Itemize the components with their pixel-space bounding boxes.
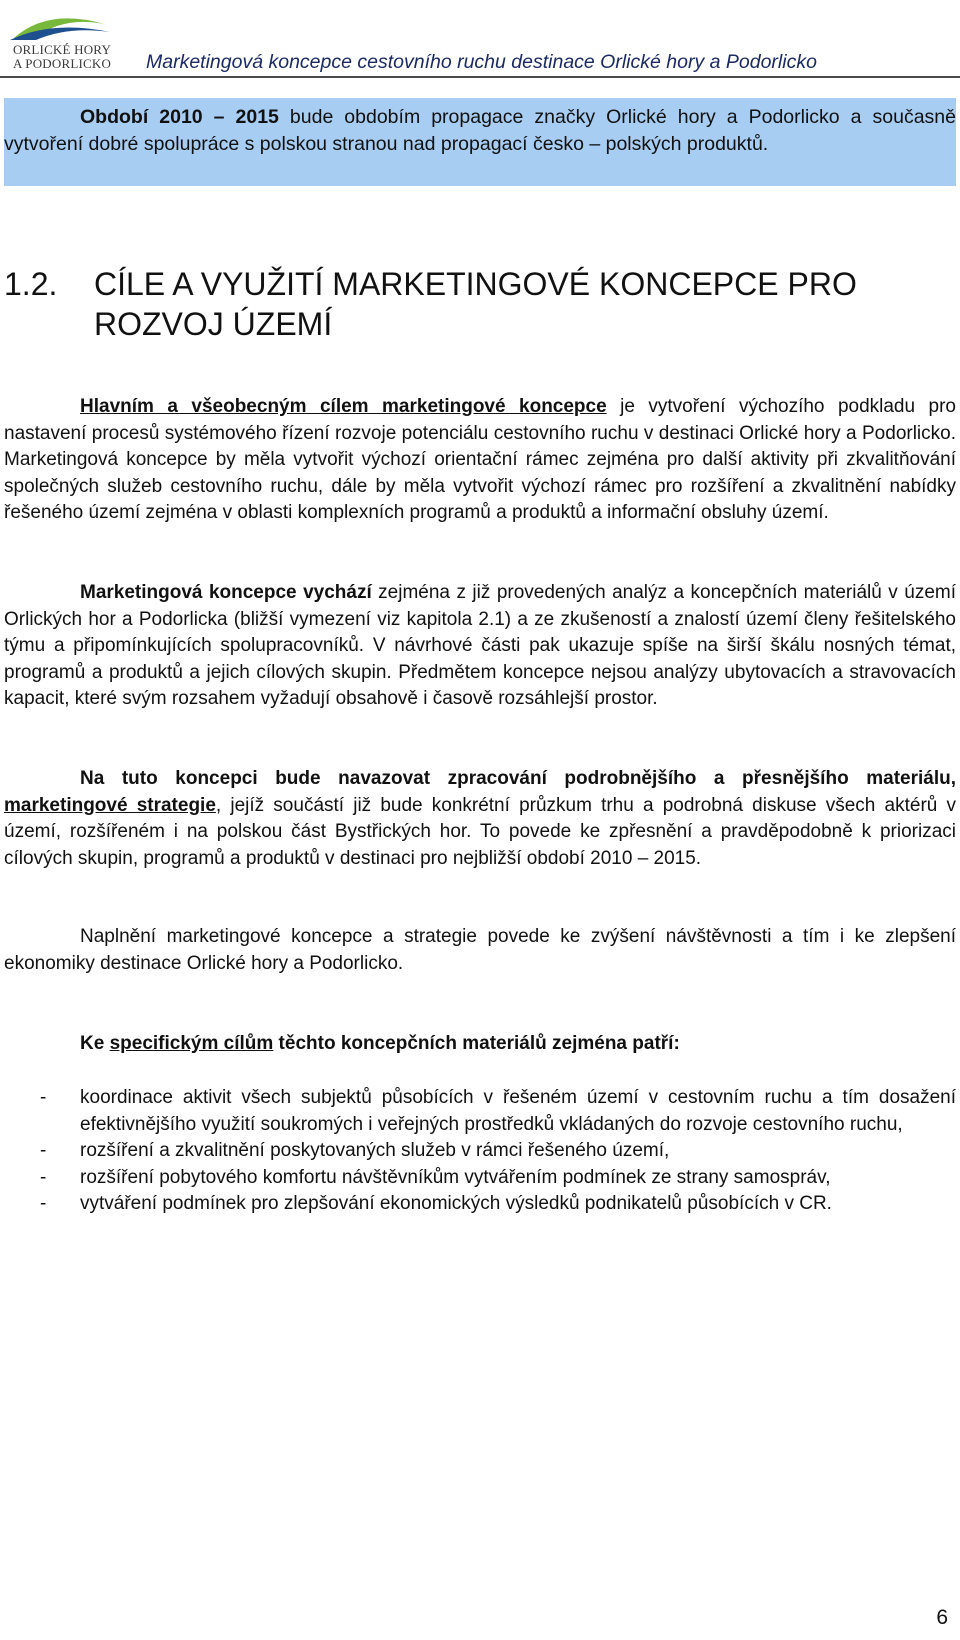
specific-goals-underlined: specifickým cílům (109, 1033, 274, 1054)
specific-goals-heading (4, 1031, 956, 1058)
specific-goals-post: těchto koncepčních materiálů zejména patří: (273, 1033, 680, 1054)
paragraph-strategy (4, 766, 956, 872)
list-item-text: koordinace aktivit všech subjektů působících v řešeném území v cestovním ruchu a tím dosažení efektivnějšího využití soukromých i veřejných prostředků vkládaných do rozvoje cestovního ruchu, (80, 1087, 956, 1135)
list-item-text: rozšíření a zkvalitnění poskytovaných služeb v rámci řešeného území, (80, 1140, 670, 1161)
intro-paragraph (4, 104, 956, 157)
logo-text-line2: A PODORLICKO (12, 56, 112, 71)
list-item (4, 1165, 956, 1192)
intro-bold-lead: Období 2010 – 2015 (80, 106, 279, 128)
list-dash: - (40, 1087, 47, 1108)
section-number: 1.2. (4, 266, 58, 302)
list-item (4, 1138, 956, 1165)
paragraph-basis (4, 580, 956, 713)
paragraph-basis-text: zejména z již provedených analýz a koncepčních materiálů v území Orlických hor a Podorlicka (bližší vymezení viz kapitola 2.1) a ze zkušeností a znalostí území členy řešitelského týmu a připomínkujících spolupracovníků. V návrhové části pak ukazuje spíše na širší škálu nosných témat, programů a produktů a jejich cílových skupin. Předmětem koncepce nejsou analýzy ubytovacích a stravovacích kapacit, které svým rozsahem vyžadují obsahově i časově rozsáhlejší prostor. (4, 582, 956, 709)
logo (4, 2, 116, 74)
list-item (4, 1191, 956, 1218)
list-dash: - (40, 1193, 47, 1214)
paragraph-main-goal (4, 394, 956, 527)
section-heading (4, 264, 956, 344)
page-header (0, 0, 960, 80)
specific-goals-pre: Ke (80, 1033, 110, 1054)
paragraph-strategy-lead: Na tuto koncepci bude navazovat zpracování podrobnějšího a přesnějšího materiálu, (80, 768, 956, 789)
paragraph-basis-lead: Marketingová koncepce vychází (80, 582, 372, 603)
intro-text: bude obdobím propagace značky Orlické hory a Podorlicko a současně vytvoření dobré spolupráce s polskou stranou nad propagací česko – polských produktů. (4, 106, 956, 155)
paragraph-main-goal-text: je vytvoření výchozího podkladu pro nastavení procesů systémového řízení rozvoje potenciálu cestovního ruchu v destinaci Orlické hory a Podorlicko. Marketingová koncepce by měla vytvořit výchozí orientační rámec zejména pro další aktivity při zkvalitňování společných služeb cestovního ruchu, dále by měla vytvořit výchozí rámec pro rozšíření a zkvalitnění nabídky řešeného území zejména v oblasti komplexních programů a produktů a informační obsluhy území. (4, 396, 956, 523)
list-item (4, 1085, 956, 1138)
logo-mountains-icon (8, 2, 112, 42)
paragraph-fulfilment-text: Naplnění marketingové koncepce a strategie povede ke zvýšení návštěvnosti a tím i ke zlepšení ekonomiky destinace Orlické hory a Podorlicko. (4, 926, 956, 974)
header-divider (0, 76, 960, 78)
section-title-line1: CÍLE A VYUŽITÍ MARKETINGOVÉ KONCEPCE PRO (94, 266, 857, 302)
paragraph-fulfilment (4, 924, 956, 977)
logo-text-line1: ORLICKÉ HORY (12, 42, 112, 57)
paragraph-main-goal-lead: Hlavním a všeobecným cílem marketingové koncepce (80, 396, 607, 417)
paragraph-strategy-text: , jejíž součástí již bude konkrétní průzkum trhu a podrobná diskuse všech aktérů v území, rozšířeném i na polskou část Bystřických hor. To povede ke zpřesnění a pravděpodobně k priorizaci cílových skupin, programů a produktů v destinaci pro nejbližší období 2010 – 2015. (4, 794, 957, 869)
list-dash: - (40, 1166, 47, 1188)
section-title-line2: ROZVOJ ÚZEMÍ (94, 306, 333, 342)
list-dash: - (40, 1140, 47, 1161)
list-item-text: rozšíření pobytového komfortu návštěvníkům vytvářením podmínek ze strany samospráv, (80, 1166, 831, 1188)
list-item-text: vytváření podmínek pro zlepšování ekonomických výsledků podnikatelů působících v CR. (80, 1193, 832, 1214)
specific-goals-list (4, 1085, 956, 1218)
page-number: 6 (936, 1606, 948, 1629)
document-title: Marketingová koncepce cestovního ruchu destinace Orlické hory a Podorlicko (146, 51, 817, 73)
paragraph-strategy-link: marketingové strategie (4, 794, 216, 816)
